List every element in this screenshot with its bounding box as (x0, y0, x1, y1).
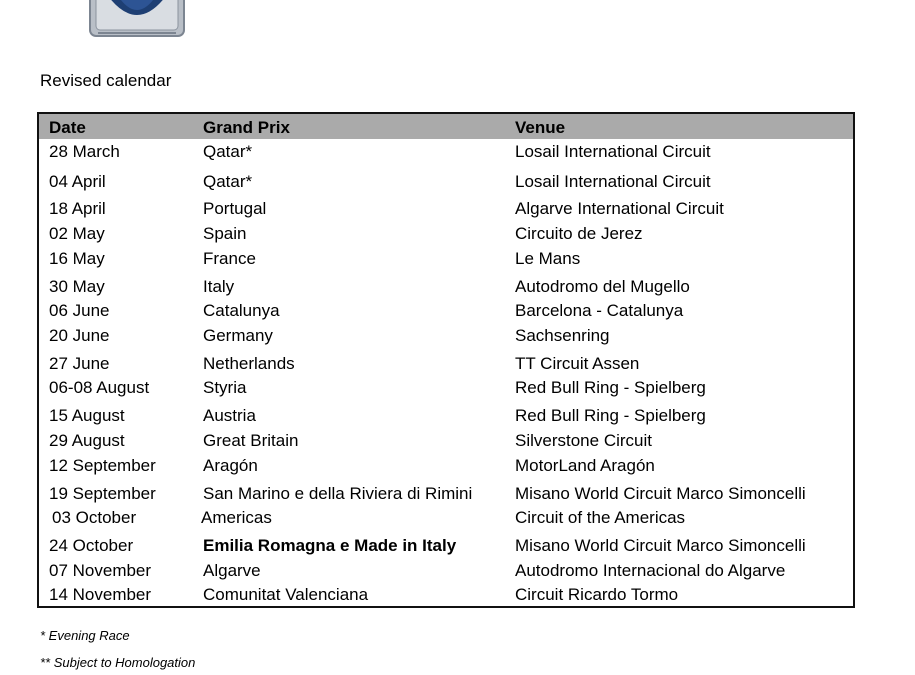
cell-date: 18 April (49, 199, 106, 218)
cell-grand-prix: Portugal (203, 199, 267, 218)
cell-venue: Circuito de Jerez (515, 224, 643, 243)
cell-venue: Autodromo del Mugello (515, 277, 690, 296)
cell-grand-prix: Great Britain (203, 431, 299, 450)
cell-venue: Misano World Circuit Marco Simoncelli (515, 536, 806, 555)
header-venue: Venue (515, 118, 566, 137)
cell-date: 04 April (49, 172, 106, 191)
cell-grand-prix: Styria (203, 378, 247, 397)
cell-date: 06 June (49, 301, 110, 320)
table-header-row (39, 114, 853, 139)
cell-date: 03 October (52, 508, 137, 527)
cell-grand-prix: Comunitat Valenciana (203, 585, 369, 604)
cell-venue: TT Circuit Assen (515, 354, 640, 373)
cell-date: 14 November (49, 585, 152, 604)
cell-date: 30 May (49, 277, 105, 296)
cell-venue: Red Bull Ring - Spielberg (515, 378, 706, 397)
cell-date: 02 May (49, 224, 105, 243)
cell-venue: Circuit Ricardo Tormo (515, 585, 679, 604)
cell-date: 29 August (49, 431, 125, 450)
cell-venue: Losail International Circuit (515, 172, 711, 191)
cell-venue: Autodromo Internacional do Algarve (515, 561, 786, 580)
cell-grand-prix: Algarve (203, 561, 261, 580)
cell-grand-prix: Spain (203, 224, 247, 243)
cell-date: 16 May (49, 249, 105, 268)
cell-grand-prix: Americas (201, 508, 272, 527)
cell-grand-prix: Austria (203, 406, 256, 425)
cell-grand-prix: Italy (203, 277, 235, 296)
cell-date: 19 September (49, 484, 156, 503)
cell-venue: Losail International Circuit (515, 142, 711, 161)
cell-grand-prix: Aragón (203, 456, 258, 475)
cell-venue: Silverstone Circuit (515, 431, 652, 450)
cell-grand-prix: Netherlands (203, 354, 295, 373)
cell-grand-prix: Qatar* (203, 142, 253, 161)
cell-date: 20 June (49, 326, 110, 345)
cell-venue: Circuit of the Americas (515, 508, 686, 527)
cell-date: 28 March (49, 142, 120, 161)
cell-date: 24 October (49, 536, 134, 555)
cell-grand-prix: Germany (203, 326, 273, 345)
page-title: Revised calendar (40, 71, 172, 90)
cell-venue: Algarve International Circuit (515, 199, 724, 218)
calendar-table (37, 112, 855, 608)
cell-venue: Le Mans (515, 249, 581, 268)
cell-grand-prix: Catalunya (203, 301, 280, 320)
cell-venue: Barcelona - Catalunya (515, 301, 684, 320)
footnote-evening-race: * Evening Race (40, 628, 130, 643)
cell-grand-prix: Emilia Romagna e Made in Italy (203, 536, 457, 555)
header-grand-prix: Grand Prix (203, 118, 290, 137)
cell-date: 15 August (49, 406, 125, 425)
cell-date: 06-08 August (49, 378, 150, 397)
header-date: Date (49, 118, 86, 137)
cell-date: 12 September (49, 456, 156, 475)
cell-venue: Misano World Circuit Marco Simoncelli (515, 484, 806, 503)
cell-grand-prix: San Marino e della Riviera di Rimini (203, 484, 473, 503)
cell-date: 07 November (49, 561, 152, 580)
cell-date: 27 June (49, 354, 110, 373)
cell-venue: Sachsenring (515, 326, 610, 345)
footnote-homologation: ** Subject to Homologation (40, 655, 196, 670)
cell-grand-prix: Qatar* (203, 172, 253, 191)
cell-venue: Red Bull Ring - Spielberg (515, 406, 706, 425)
cell-grand-prix: France (203, 249, 256, 268)
fim-logo-icon (88, 0, 186, 38)
cell-venue: MotorLand Aragón (515, 456, 655, 475)
